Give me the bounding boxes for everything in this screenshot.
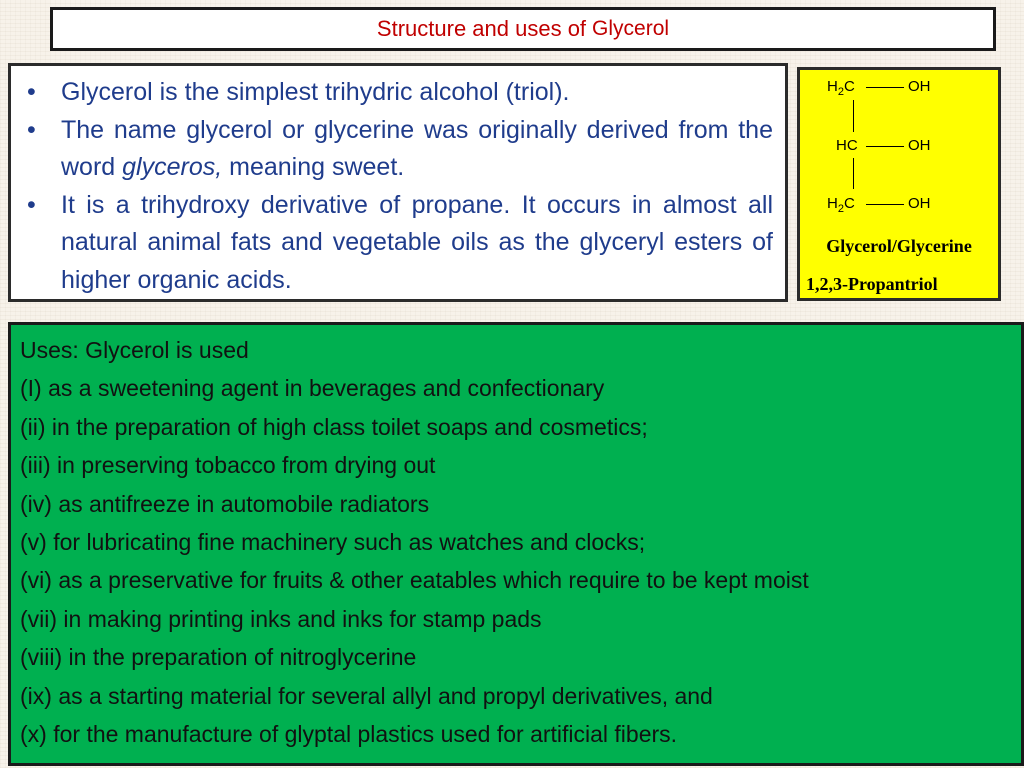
structure-row2-oh: OH xyxy=(908,137,931,154)
row1-c: C xyxy=(843,78,855,95)
bond-line xyxy=(853,158,854,189)
bond-line xyxy=(866,204,904,205)
uses-heading: Uses: Glycerol is used xyxy=(20,337,249,363)
row3-sub: 2 xyxy=(837,203,844,215)
intro-item-2-italic: glyceros, xyxy=(122,153,223,181)
intro-item-2-before: The name glycerol or glycerine was originally derived from the word xyxy=(61,115,773,181)
uses-item: (viii) in the preparation of nitroglycerine xyxy=(20,644,417,671)
bond-line xyxy=(853,100,854,132)
structure-row1-oh: OH xyxy=(908,78,931,95)
uses-item: (vi) as a preservative for fruits & other eatables which require to be kept moist xyxy=(20,567,809,594)
structure-row3-oh: OH xyxy=(908,195,931,212)
uses-item: (ix) as a starting material for several allyl and propyl derivatives, and xyxy=(20,682,713,709)
bullet-icon: • xyxy=(27,115,36,144)
uses-item: (ii) in the preparation of high class toilet soaps and cosmetics; xyxy=(20,413,648,440)
structure-panel xyxy=(797,67,1001,301)
intro-item-2-after: meaning sweet. xyxy=(222,153,405,181)
uses-panel xyxy=(8,322,1024,766)
intro-list xyxy=(19,74,773,299)
uses-item: (iii) in preserving tobacco from drying out xyxy=(20,452,436,479)
uses-item: (iv) as antifreeze in automobile radiators xyxy=(20,490,430,517)
structure-iupac-name: 1,2,3-Propantriol xyxy=(806,274,938,294)
title-sub: Glycerol xyxy=(592,17,670,40)
uses-item: (v) for lubricating fine machinery such as watches and clocks; xyxy=(20,529,646,556)
intro-item-3-text: It is a trihydroxy derivative of propane. It occurs in almost all natural animal fats and vegetable oils as the glyceryl esters of higher organic acids. xyxy=(61,190,773,294)
row1-sub: 2 xyxy=(837,86,844,98)
intro-item-3 xyxy=(19,187,773,300)
intro-item-1-text: Glycerol is the simplest trihydric alcohol (triol). xyxy=(61,78,570,106)
structure-name: Glycerol/Glycerine xyxy=(826,236,972,256)
uses-item: (I) as a sweetening agent in beverages and confectionary xyxy=(20,375,605,402)
row1-h: H xyxy=(827,78,838,95)
title-main: Structure and uses of xyxy=(376,16,587,41)
bullet-icon: • xyxy=(27,78,36,106)
structure-row3-carbon xyxy=(827,195,855,215)
structure-row1-carbon xyxy=(827,78,855,98)
uses-item: (x) for the manufacture of glyptal plastics used for artificial fibers. xyxy=(20,721,678,748)
structure-row2-carbon: HC xyxy=(836,137,858,154)
bond-line xyxy=(866,146,904,147)
bond-line xyxy=(866,87,904,88)
uses-item: (vii) in making printing inks and inks for stamp pads xyxy=(20,605,542,632)
intro-item-1 xyxy=(19,74,773,112)
row3-h: H xyxy=(827,195,838,212)
title-banner xyxy=(50,7,996,51)
bullet-icon: • xyxy=(27,190,36,219)
intro-panel xyxy=(8,63,788,302)
intro-item-2 xyxy=(19,112,773,187)
row3-c: C xyxy=(843,195,855,212)
